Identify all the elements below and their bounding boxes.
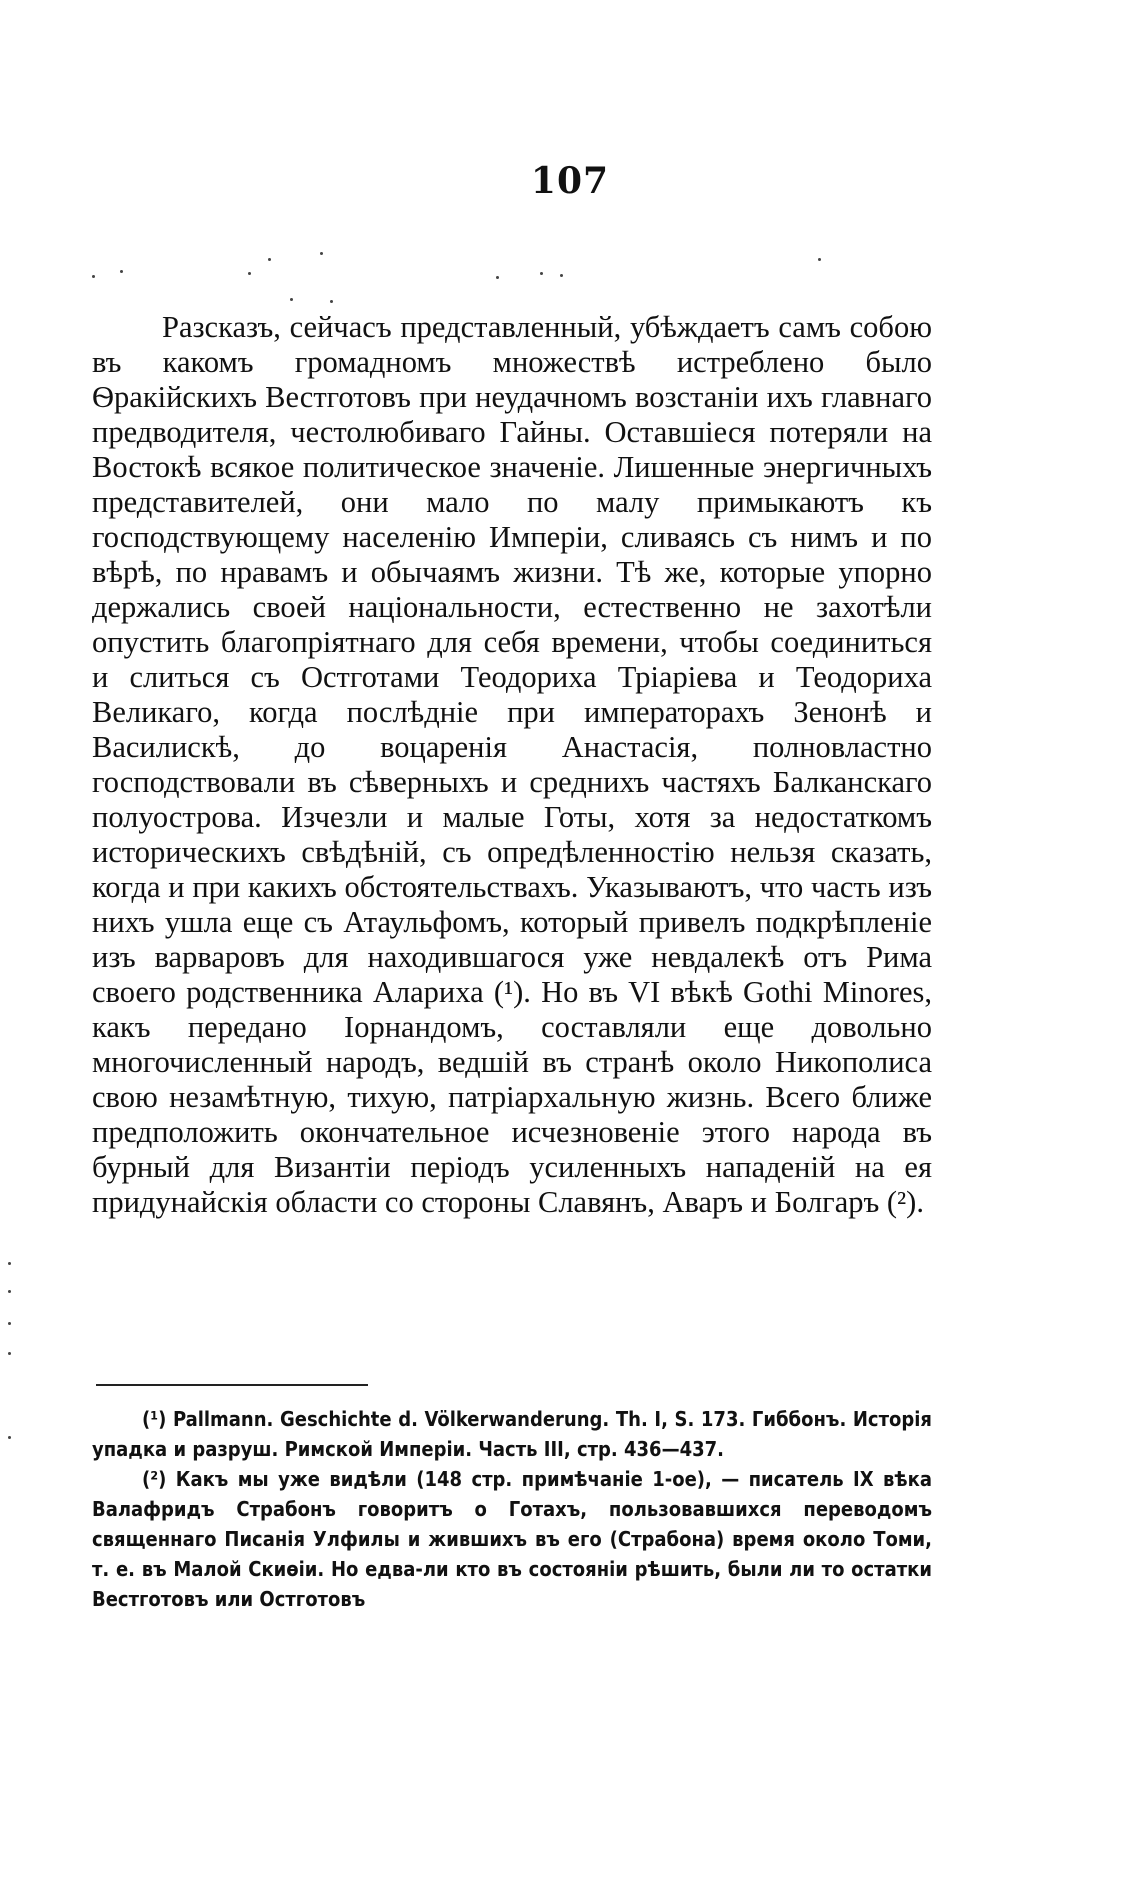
footnote-text: Какъ мы уже видѣли (148 стр. примѣчаніе 1-ое), — писатель IX вѣка Валафридъ Страбонъ говоритъ о Готахъ, пользовавшихся переводомъ священнаго Писанія Улфилы и жившихъ въ его (Страбона) время около Томи, т. е. въ Малой Скиѳіи. Но едва-ли кто въ состояніи рѣшить, были ли то остатки Вестготовъ или Остготовъ (92, 1467, 932, 1611)
page-number: 107 (530, 160, 610, 202)
footnote-text: Pallmann. Geschichte d. Völkerwanderung. Th. I, S. 173. Гиббонъ. Исторія упадка и разруш. Римской Имперіи. Часть III, стр. 436—437. (92, 1407, 932, 1461)
footnote-marker: (¹) (142, 1407, 167, 1431)
main-text: Разсказъ, сейчасъ представленный, убѣждаетъ самъ собою въ какомъ громадномъ множествѣ истреблено было Ѳракійскихъ Вестготовъ при неудачномъ возстаніи ихъ главнаго предводителя, честолюбиваго Гайны. Оставшіеся потеряли на Востокѣ всякое политическое значеніе. Лишенные энергичныхъ представителей, они мало по малу примыкаютъ къ господствующему населенію Имперіи, сливаясь съ нимъ и по вѣрѣ, по нравамъ и обычаямъ жизни. Тѣ же, которые упорно держались своей національности, естественно не захотѣли опустить благопріятнаго для себя времени, чтобы соединиться и слиться съ Остготами Теодориха Тріаріева и Теодориха Великаго, когда послѣдніе при императорахъ Зенонѣ и Василискѣ, до воцаренія Анастасія, полновластно господствовали въ сѣверныхъ и среднихъ частяхъ Балканскаго полуострова. Изчезли и малые Готы, хотя за недостаткомъ историческихъ свѣдѣній, съ опредѣленностію нельзя сказать, когда и при какихъ обстоятельствахъ. Указываютъ, что часть изъ нихъ ушла еще съ Атаульфомъ, который привелъ подкрѣпленіе изъ варваровъ для находившагося уже невдалекѣ отъ Рима своего родственника Алариха (¹). Но въ VI вѣкѣ Gothi Minores, какъ передано Іорнандомъ, составляли еще довольно многочисленный народъ, ведшій въ странѣ около Никополиса свою незамѣтную, тихую, патріархальную жизнь. Всего ближе предположить окончательное исчезновеніе этого народа въ бурный для Византіи періодъ усиленныхъ нападеній на ея придунайскія области со стороны Славянъ, Аваръ и Болгаръ (²). (92, 310, 932, 1219)
footnote-marker: (²) (142, 1467, 167, 1491)
footnote-divider (96, 1384, 368, 1386)
footnotes (92, 1404, 932, 1614)
footnote-2 (92, 1464, 932, 1614)
footnote-1 (92, 1404, 932, 1464)
